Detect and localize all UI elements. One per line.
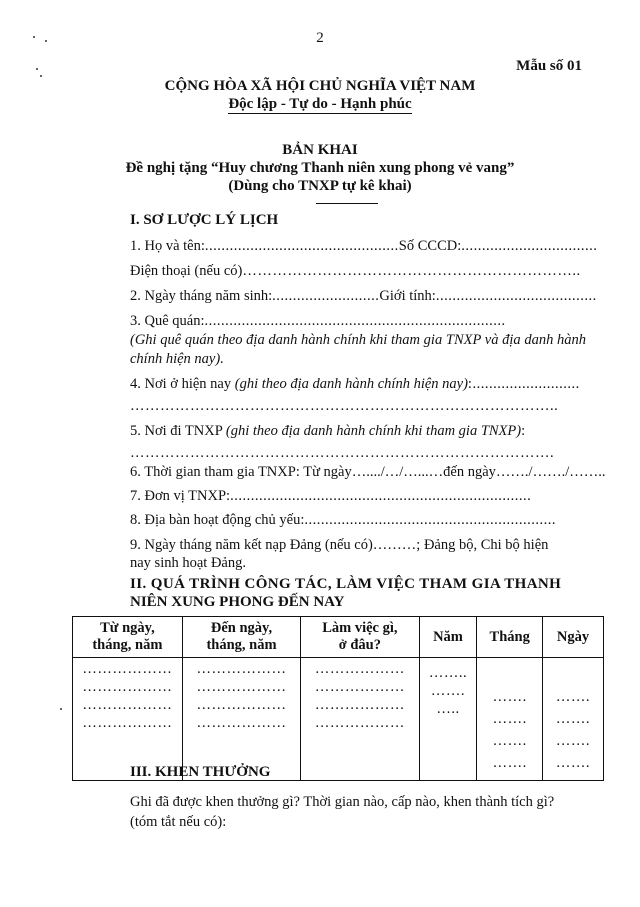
title-divider xyxy=(316,203,378,204)
field-party-admission: 9. Ngày tháng năm kết nạp Đảng (nếu có)………; Đảng bộ, Chi bộ hiện xyxy=(130,537,549,553)
table-row xyxy=(73,658,604,781)
national-motto xyxy=(0,96,640,113)
field-label: Giới tính: xyxy=(379,288,436,304)
table-cell[interactable]: ……. ……. ……. ……. xyxy=(477,658,543,781)
field-label: Số CCCD: xyxy=(398,238,462,254)
awards-question-cont: (tóm tắt nếu có): xyxy=(130,814,227,830)
scan-speck xyxy=(40,75,42,77)
scan-speck xyxy=(60,708,62,710)
field-birthdate xyxy=(130,288,597,305)
col-from-date: Từ ngày, tháng, năm xyxy=(73,617,183,658)
hometown-note: (Ghi quê quán theo địa danh hành chính khi tham gia TNXP và địa danh hành chính hiện nay). xyxy=(130,332,586,367)
field-label: 4. Nơi ở hiện nay xyxy=(130,376,235,392)
table-header-row xyxy=(73,617,604,658)
table-cell[interactable]: ……………… ……………… ……………… ……………… xyxy=(73,658,183,781)
field-tnxp-period: 6. Thời gian tham gia TNXP: Từ ngày…..../…/…...…đến ngày……./……./…….. xyxy=(130,464,606,480)
field-tnxp-origin xyxy=(130,423,525,440)
col-work-place: Làm việc gì, ở đâu? xyxy=(301,617,419,658)
table-cell[interactable]: ……. ……. ……. ……. xyxy=(542,658,603,781)
field-label: 5. Nơi đi TNXP xyxy=(130,423,226,439)
col-to-date: Đến ngày, tháng, năm xyxy=(182,617,300,658)
field-label: 7. Đơn vị TNXP: xyxy=(130,488,231,504)
field-phone xyxy=(130,263,581,280)
fill-line: ………………………………………………………………………….. xyxy=(130,398,559,414)
field-label: 2. Ngày tháng năm sinh: xyxy=(130,288,273,304)
fill-dots: ............................................... xyxy=(204,238,399,254)
fill-dots: .......................... xyxy=(272,288,380,304)
field-label: 8. Địa bàn hoạt động chủ yếu: xyxy=(130,512,305,528)
field-fullname xyxy=(130,238,597,255)
field-label-tail: : xyxy=(521,423,526,439)
field-tnxp-unit xyxy=(130,488,531,505)
fill-dots: :.......................... xyxy=(467,376,580,392)
form-number: Mẫu số 01 xyxy=(516,58,582,74)
fill-dots: ................................. xyxy=(461,238,598,254)
field-current-residence xyxy=(130,376,580,393)
field-hometown xyxy=(130,313,506,330)
work-history-table xyxy=(72,616,604,781)
field-party-admission-cont: nay sinh hoạt Đảng. xyxy=(130,555,246,571)
page-number: 2 xyxy=(316,30,324,46)
fill-dots: ....................................... xyxy=(435,288,597,304)
table-cell[interactable]: ……………… ……………… ……………… ……………… xyxy=(301,658,419,781)
scan-speck xyxy=(36,68,38,70)
field-note: (ghi theo địa danh hành chính hiện nay) xyxy=(234,376,468,392)
field-operation-area xyxy=(130,512,556,529)
table-cell[interactable]: ……………… ……………… ……………… ……………… xyxy=(182,658,300,781)
col-year: Năm xyxy=(419,617,477,658)
fill-dots: ………………………………………………………….. xyxy=(242,263,581,279)
section-1-heading: I. SƠ LƯỢC LÝ LỊCH xyxy=(130,212,279,228)
table-cell[interactable]: …….. ……. ….. xyxy=(419,658,477,781)
field-label: 1. Họ và tên: xyxy=(130,238,205,254)
section-2-heading: II. QUÁ TRÌNH CÔNG TÁC, LÀM VIỆC THAM GIA THANH xyxy=(130,576,562,592)
col-day: Ngày xyxy=(542,617,603,658)
fill-dots: ......................................................................... xyxy=(230,488,532,504)
field-note: (ghi theo địa danh hành chính khi tham gia TNXP) xyxy=(225,423,522,439)
fill-dots: ......................................................................... xyxy=(204,313,506,329)
field-label: Điện thoại (nếu có) xyxy=(130,263,243,279)
fill-line: …………………………………………………………………………. xyxy=(130,445,555,461)
field-label: 3. Quê quán: xyxy=(130,313,205,329)
national-title: CỘNG HÒA XÃ HỘI CHỦ NGHĨA VIỆT NAM xyxy=(164,78,476,94)
document-usage-note: (Dùng cho TNXP tự kê khai) xyxy=(228,178,412,194)
document-subtitle: Đề nghị tặng “Huy chương Thanh niên xung phong vẻ vang” xyxy=(125,160,515,176)
col-month: Tháng xyxy=(477,617,543,658)
section-2-heading-cont: NIÊN XUNG PHONG ĐẾN NAY xyxy=(130,594,345,610)
document-title: BẢN KHAI xyxy=(282,142,358,158)
section-3-heading: III. KHEN THƯỞNG xyxy=(130,764,271,780)
fill-dots: ............................................................. xyxy=(304,512,556,528)
awards-question: Ghi đã được khen thưởng gì? Thời gian nào, cấp nào, khen thành tích gì? xyxy=(130,794,555,810)
motto-text: Độc lập - Tự do - Hạnh phúc xyxy=(228,96,412,112)
